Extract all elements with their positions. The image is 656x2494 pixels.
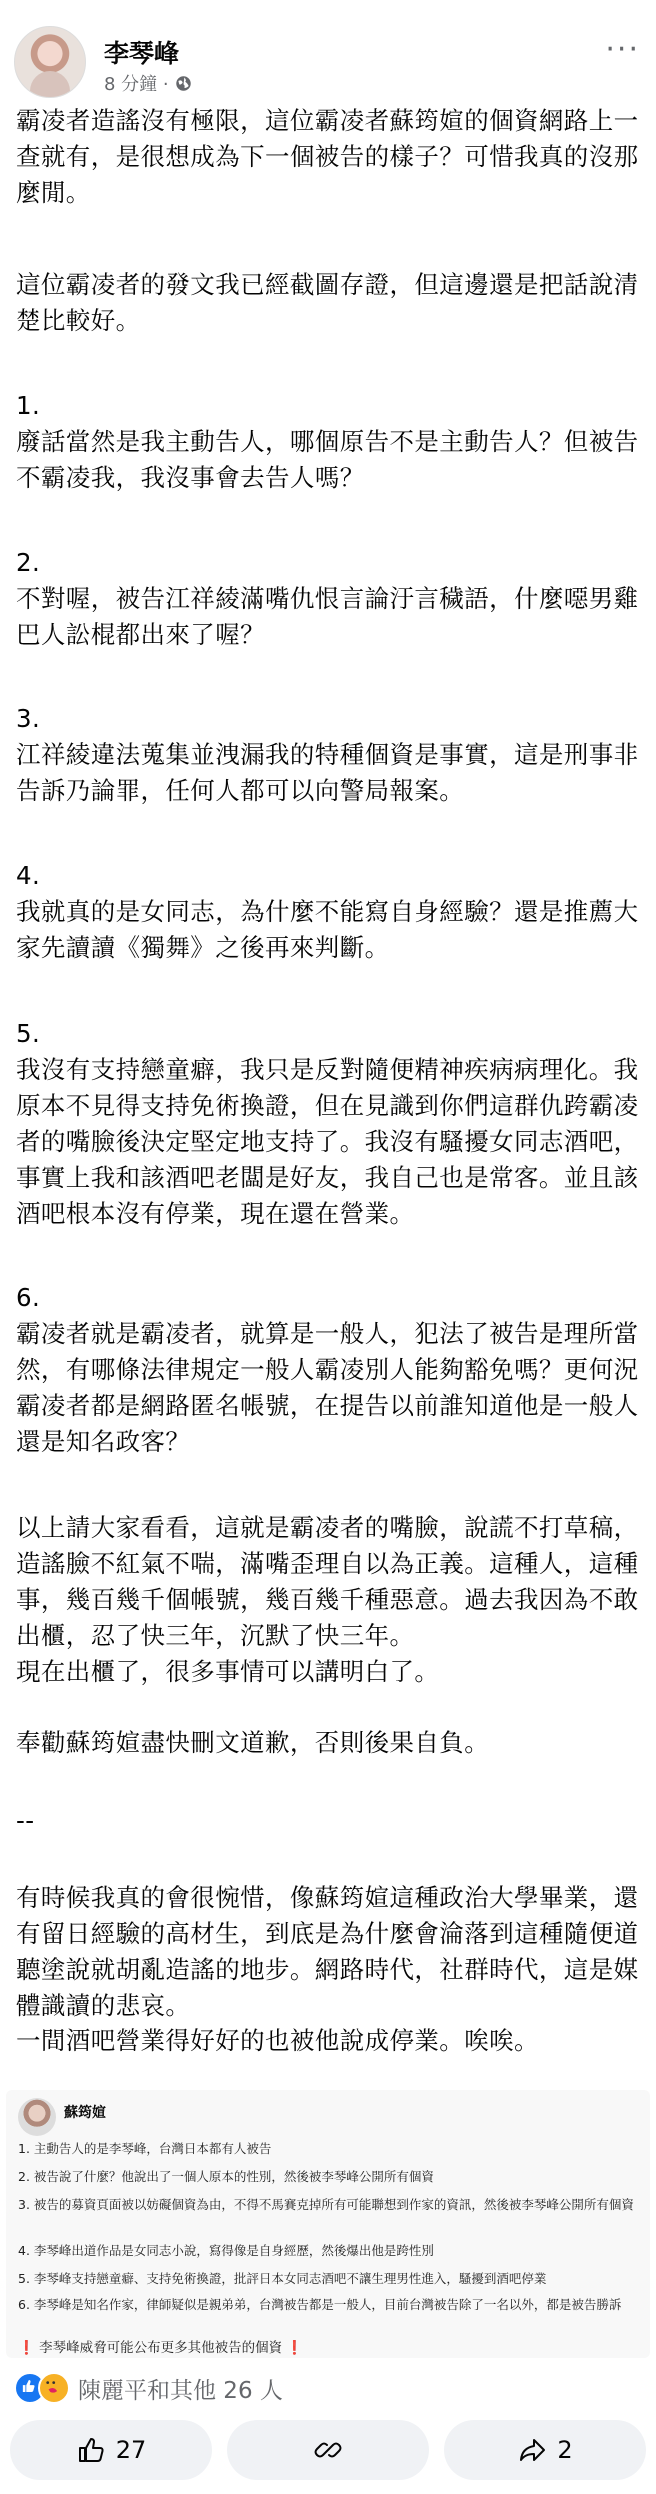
paragraph: 奉勸蘇筠媗盡快刪文道歉，否則後果自負。 [16,1728,490,1757]
paragraph: -- [16,1806,35,1835]
link-icon [313,2435,343,2465]
paragraph: 1. 廢話當然是我主動告人，哪個原告不是主動告人？但被告不霸凌我，我沒事會去告人嗎？ [16,391,639,492]
paragraph: 這位霸凌者的發文我已經截圖存證，但這邊還是把話說清楚比較好。 [16,270,639,335]
embed-line: 3. 被告的募資頁面被以妨礙個資為由，不得不馬賽克掉所有可能聯想到作家的資訊，然後被李琴峰公開所有個資 [18,2197,634,2212]
post-header [0,0,656,100]
embed-warning [18,2336,303,2356]
globe-icon [175,75,192,92]
like-button[interactable] [10,2420,212,2480]
post-time[interactable]: 8 分鐘 · [104,74,169,95]
paragraph: 3. 江祥綾違法蒐集並洩漏我的特種個資是事實，這是刑事非告訴乃論罪，任何人都可以向警局報案。 [16,704,639,805]
share-count: 2 [557,2436,573,2464]
action-bar [10,2420,646,2484]
reactions-label[interactable]: 陳麗平和其他 26 人 [78,2377,283,2404]
paragraph: 霸凌者造謠沒有極限，這位霸凌者蘇筠媗的個資網路上一查就有，是很想成為下一個被告的樣子？可惜我真的沒那麼閒。 [16,106,639,207]
author-avatar[interactable] [14,26,86,98]
more-options-icon[interactable]: ··· [605,32,640,67]
embed-warning-text: 李琴峰威脅可能公布更多其他被告的個資 [39,2340,283,2356]
paragraph: 6. 霸凌者就是霸凌者，就算是一般人，犯法了被告是理所當然，有哪條法律規定一般人霸凌別人能夠豁免嗎？更何況霸凌者都是網路匿名帳號，在提告以前誰知道他是一般人還是知名政客？ [16,1283,639,1456]
post-meta [104,70,192,96]
author-name[interactable]: 李琴峰 [104,39,180,68]
share-button[interactable] [444,2420,646,2480]
paragraph: 2. 不對喔，被告江祥綾滿嘴仇恨言論汙言穢語，什麼噁男雞巴人訟棍都出來了喔？ [16,548,639,649]
care-reaction-icon [38,2372,70,2404]
paragraph: 一間酒吧營業得好好的也被他說成停業。唉唉。 [16,2026,539,2055]
embed-author-name: 蘇筠媗 [64,2105,106,2121]
paragraph: 以上請大家看看，這就是霸凌者的嘴臉，說謊不打草稿，造謠臉不紅氣不喘，滿嘴歪理自以為正義。這種人，這種事，幾百幾千個帳號，幾百幾千種惡意。過去我因為不敢出櫃，忍了快三年，沉默了快三年。 現在出櫃了，很多事情可以講明白了。 [16,1513,639,1686]
warning-icon: ❗ [18,2340,35,2356]
copy-link-button[interactable] [227,2420,429,2480]
reactions-bar[interactable] [14,2368,283,2408]
paragraph: 5. 我沒有支持戀童癖，我只是反對隨便精神疾病病理化。我原本不見得支持免術換證，但在見識到你們這群仇跨霸凌者的嘴臉後決定堅定地支持了。我沒有騷擾女同志酒吧，事實上我和該酒吧老闆是好友，我自己也是常客。並且該酒吧根本沒有停業，現在還在營業。 [16,1019,639,1228]
like-count: 27 [115,2436,147,2464]
embed-line: 2. 被告說了什麼？他說出了一個人原本的性別，然後被李琴峰公開所有個資 [18,2169,434,2184]
embed-line: 5. 李琴峰支持戀童癖、支持免術換證，批評日本女同志酒吧不讓生理男性進入，騷擾到酒吧停業 [18,2271,547,2286]
paragraph: 4. 我就真的是女同志，為什麼不能寫自身經驗？還是推薦大家先讀讀《獨舞》之後再來判斷。 [16,861,639,962]
embed-line: 1. 主動告人的是李琴峰，台灣日本都有人被告 [18,2141,272,2156]
embed-line: 4. 李琴峰出道作品是女同志小說，寫得像是自身經歷，然後爆出他是跨性別 [18,2243,434,2258]
embedded-screenshot[interactable] [6,2090,650,2358]
warning-icon: ❗ [286,2340,304,2356]
embed-avatar [18,2098,56,2136]
thumbs-up-icon [76,2435,106,2465]
share-icon [517,2435,547,2465]
paragraph: 有時候我真的會很惋惜，像蘇筠媗這種政治大學畢業，還有留日經驗的高材生，到底是為什麼會淪落到這種隨便道聽塗說就胡亂造謠的地步。網路時代，社群時代，這是媒體識讀的悲哀。 [16,1883,639,2020]
embed-line: 6. 李琴峰是知名作家，律師疑似是親弟弟，台灣被告都是一般人，目前台灣被告除了一名以外，都是被告勝訴 [18,2297,622,2312]
